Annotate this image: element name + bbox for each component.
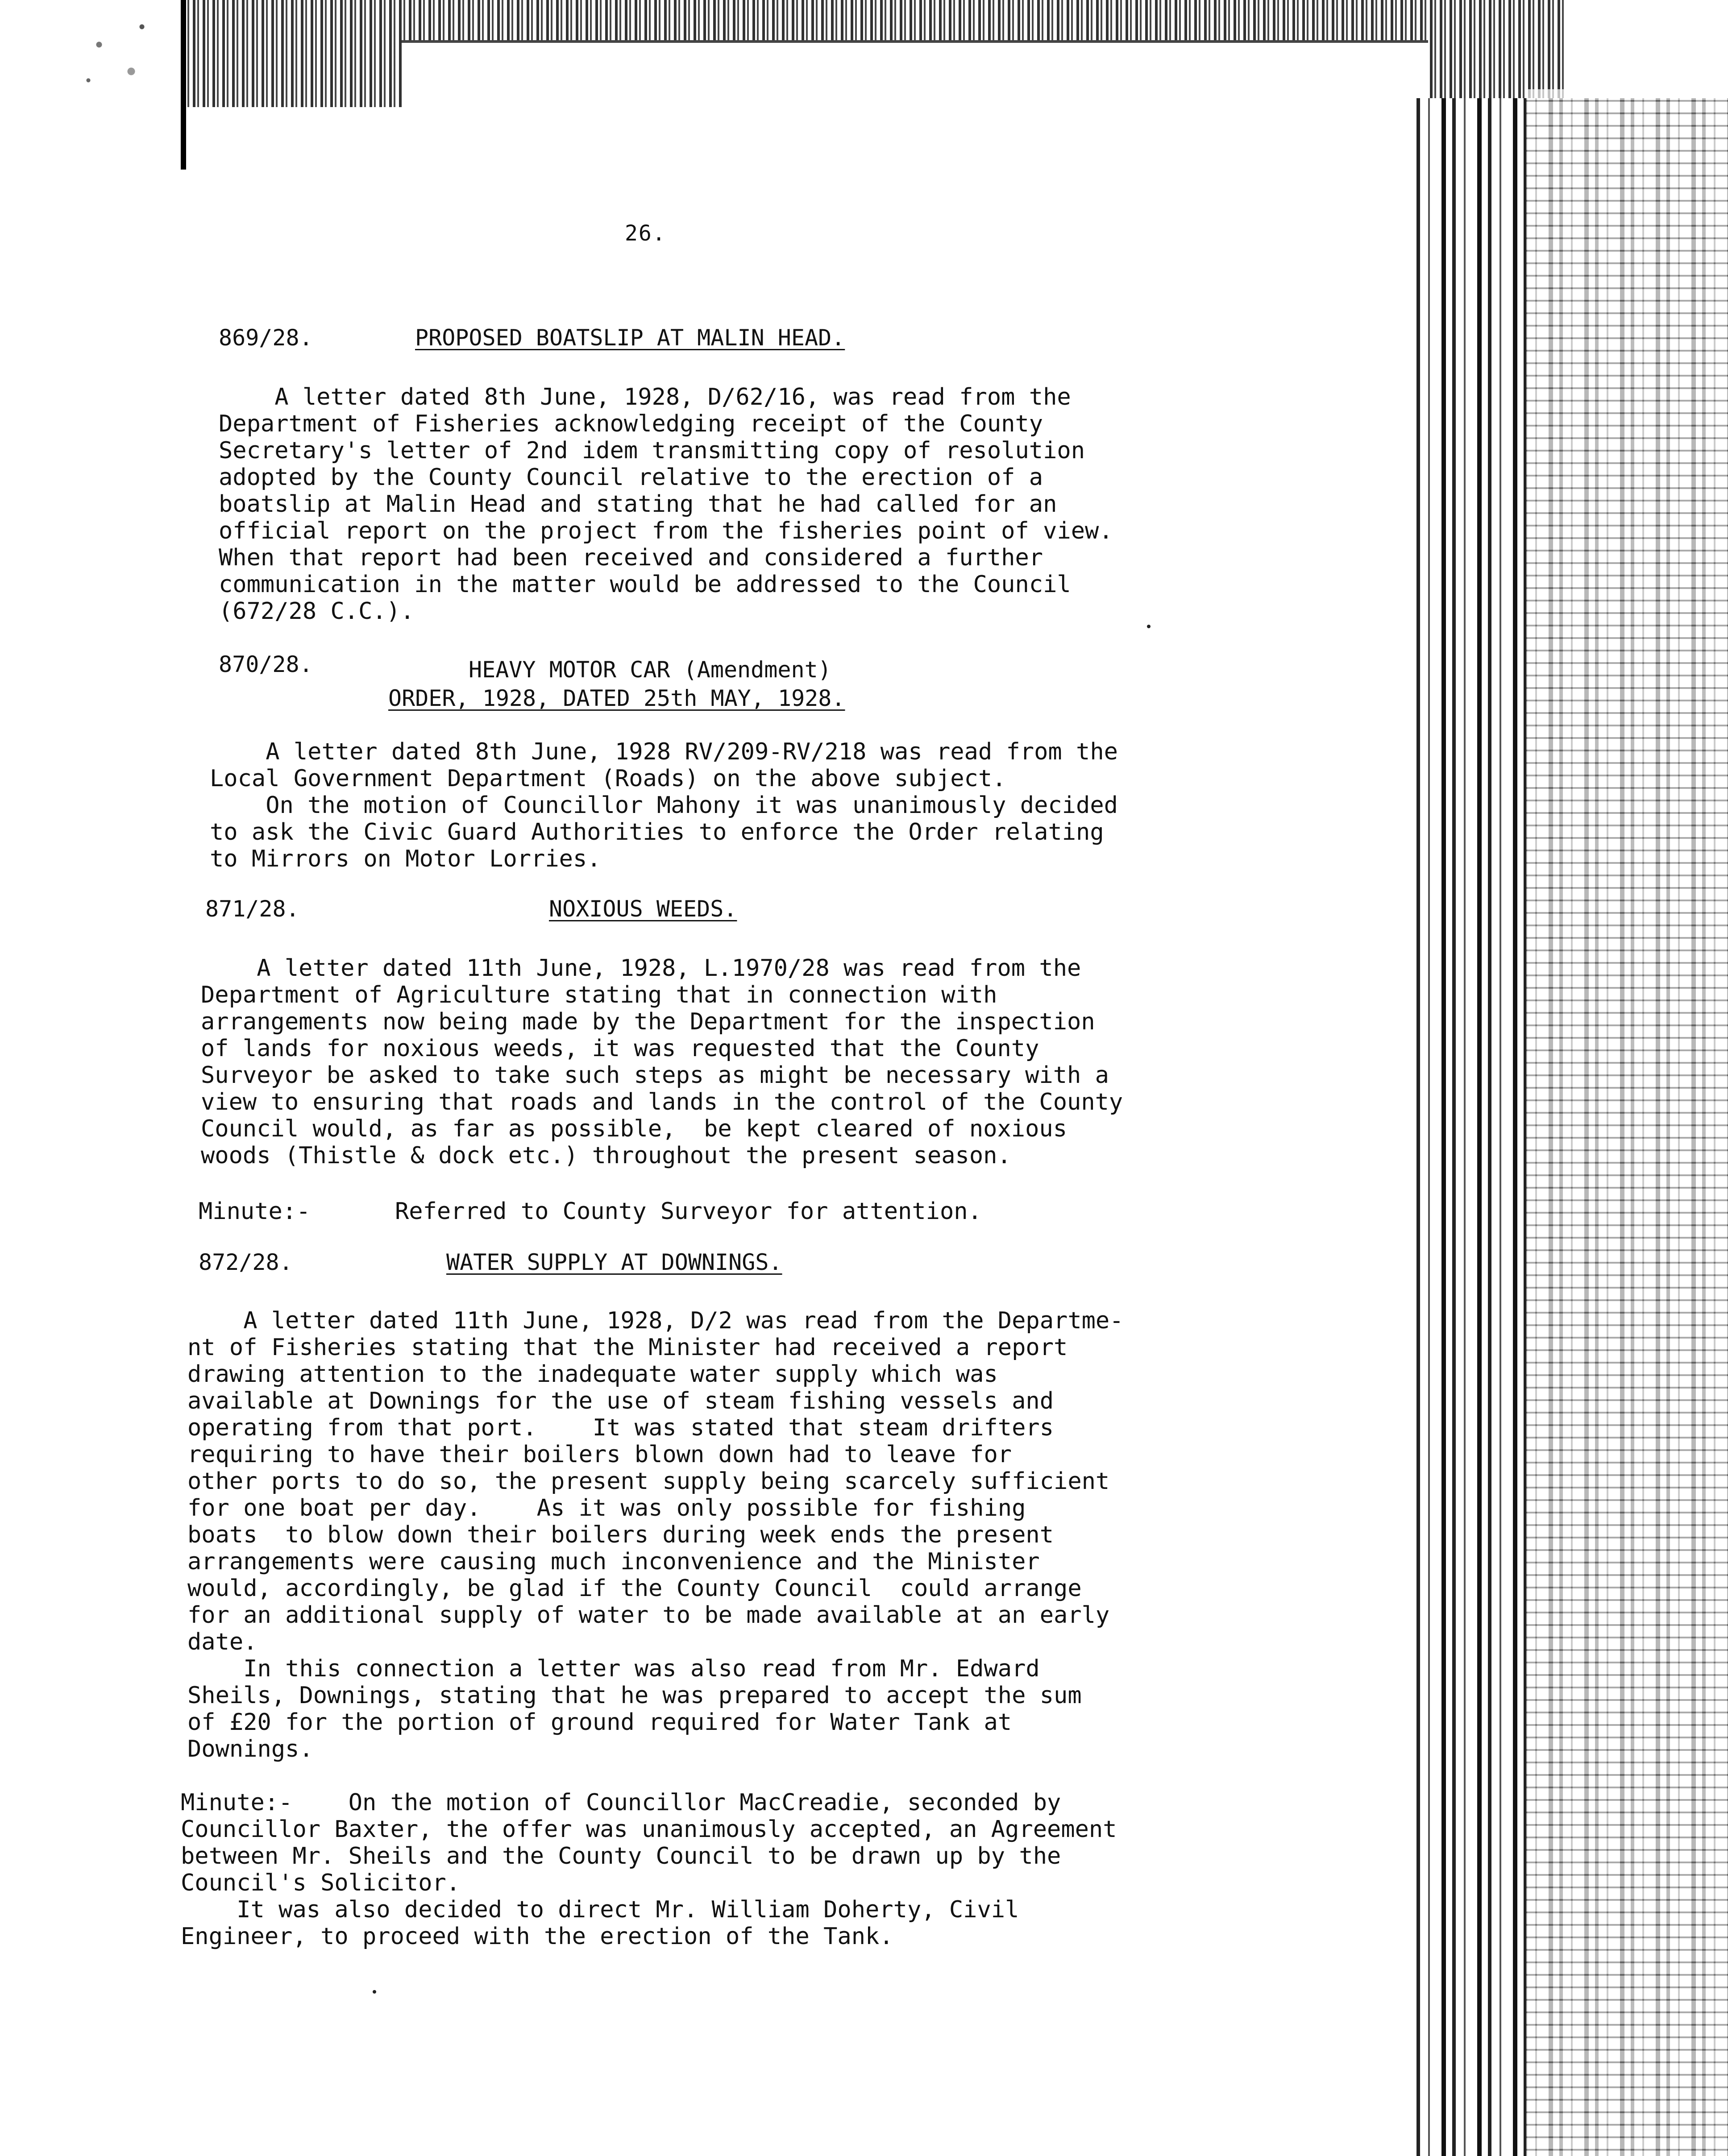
item-paragraph: A letter dated 11th June, 1928, D/2 was read from the Departme- nt of Fisheries stating that the Minister had received a report drawing attention to the inadequate water supply which was available at Downings for the use of steam fishing vessels and operating from that port. It was stated that steam drifters requiring to have their boilers blown down had to leave for other ports to do so, the present supply being scarcely sufficient for one boat per day. As it was only possible for fishing boats to blow down their boilers during week ends the present arrangements were causing much inconvenience and the Minister would, accordingly, be glad if the County Council could arrange for an additional supply of water to be made available at an early date. In this connection a letter was also read from Mr. Edward Sheils, Downings, stating that he was prepared to accept the sum of £20 for the portion of ground required for Water Tank at Downings. bbox=[187, 1307, 1124, 1762]
item-number: 869/28. bbox=[219, 325, 313, 351]
item-paragraph: A letter dated 11th June, 1928, L.1970/28 was read from the Department of Agriculture stating that in connection with arrangements now being made by the Department for the inspection of lands for noxious weeds, it was requested that the County Surveyor be asked to take such steps as might be necessary with a view to ensuring that roads and lands in the control of the County Council would, as far as possible, be kept cleared of noxious woods (Thistle & dock etc.) throughout the present season. bbox=[201, 955, 1123, 1169]
binder-right-edge-texture bbox=[1526, 89, 1728, 2156]
scan-specks bbox=[67, 9, 174, 98]
item-title-line-1: HEAVY MOTOR CAR (Amendment) bbox=[469, 657, 831, 683]
minute-label: Minute:- bbox=[181, 1789, 293, 1816]
item-title-line-2: ORDER, 1928, DATED 25th MAY, 1928. bbox=[388, 685, 845, 711]
minute-label: Minute:- bbox=[199, 1198, 311, 1225]
page-top-edge bbox=[402, 40, 1428, 110]
page-number: 26. bbox=[625, 221, 666, 246]
binder-left-edge bbox=[181, 0, 186, 170]
stray-mark bbox=[1147, 625, 1151, 628]
item-paragraph: A letter dated 8th June, 1928 RV/209-RV/218 was read from the Local Government Department (Roads) on the above subject. On the motion of Councillor Mahony it was unanimously decided to ask the Civic Guard Authorities to enforce the Order relating to Mirrors on Motor Lorries. bbox=[210, 738, 1118, 872]
item-paragraph: A letter dated 8th June, 1928, D/62/16, was read from the Department of Fisheries acknowledging receipt of the County Secretary's letter of 2nd idem transmitting copy of resolution adopted by the County Council relative to the erection of a boatslip at Malin Head and stating that he had called for an official report on the project from the fisheries point of view. When that report had been received and considered a further communication in the matter would be addressed to the Council (672/28 C.C.). bbox=[219, 384, 1113, 625]
item-number: 870/28. bbox=[219, 651, 313, 677]
minute bbox=[181, 1789, 1117, 1950]
minute-text bbox=[181, 1789, 1117, 1950]
minute-text: Referred to County Surveyor for attention. bbox=[395, 1198, 982, 1225]
item-title: PROPOSED BOATSLIP AT MALIN HEAD. bbox=[415, 325, 845, 351]
minute-text-body: On the motion of Councillor MacCreadie, seconded by Councillor Baxter, the offer was unanimously accepted, an Agreement between Mr. Sheils and the County Council to be drawn up by the Council's Solicitor. It was also decided to direct Mr. William Doherty, Civil Engineer, to proceed with the erection of the Tank. bbox=[181, 1789, 1117, 1950]
item-title: WATER SUPPLY AT DOWNINGS. bbox=[446, 1249, 782, 1275]
item-number: 871/28. bbox=[205, 896, 299, 922]
item-title: NOXIOUS WEEDS. bbox=[549, 896, 737, 922]
minute-text-label-spacer bbox=[181, 1789, 349, 1816]
item-number: 872/28. bbox=[199, 1249, 293, 1275]
stray-mark bbox=[373, 1990, 376, 1994]
